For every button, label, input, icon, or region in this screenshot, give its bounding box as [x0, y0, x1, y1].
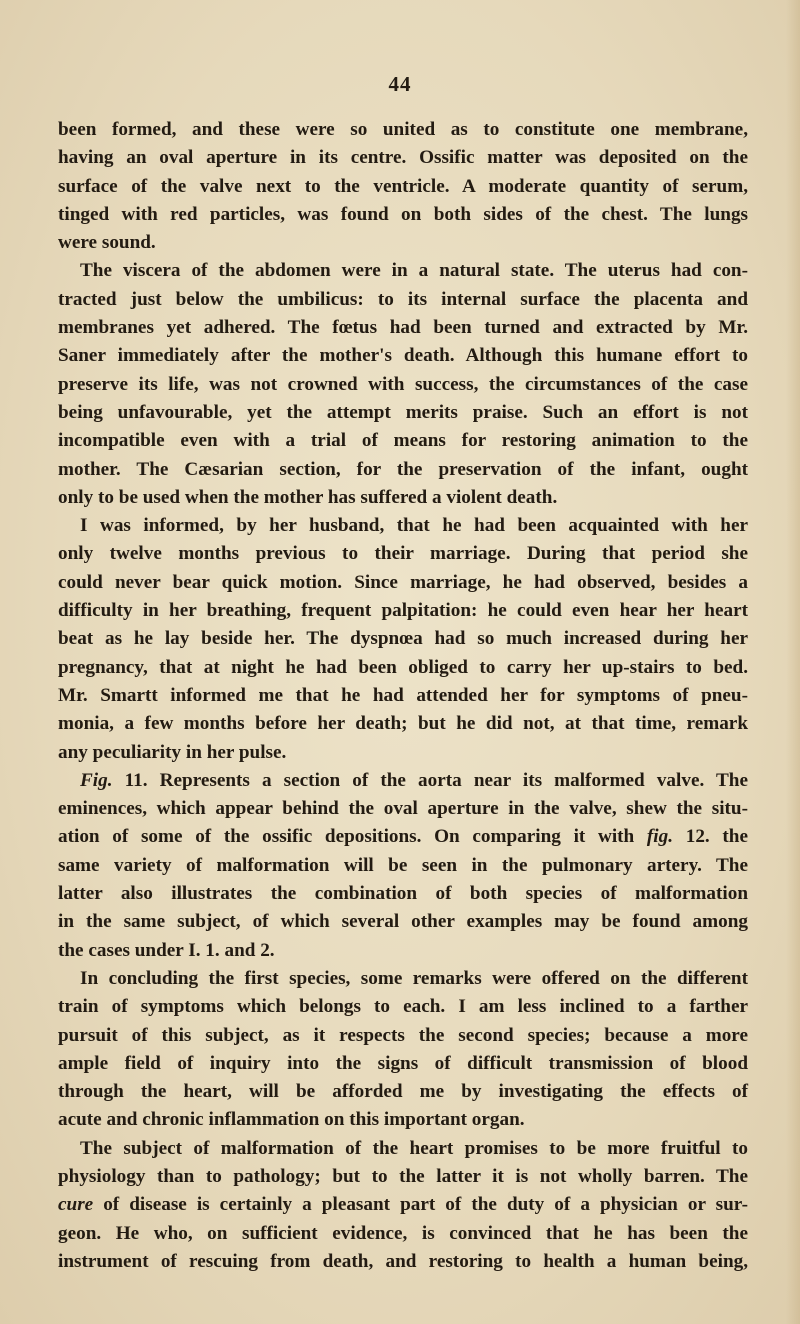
text-line: tinged with red particles, was found on both sides of the chest. The lungs	[58, 203, 748, 225]
text-line: cure of disease is certainly a pleasant part of the duty of a physician or sur-	[58, 1194, 748, 1216]
text-line: through the heart, will be afforded me by investigating the effects of	[58, 1081, 748, 1103]
text-line: Saner immediately after the mother's death. Although this humane effort to	[58, 345, 748, 367]
text-line: acute and chronic inflammation on this important organ.	[58, 1109, 525, 1131]
text-line: ation of some of the ossific depositions. On comparing it with fig. 12. the	[58, 826, 748, 848]
text-line: incompatible even with a trial of means for restoring animation to the	[58, 430, 748, 452]
text-line: Mr. Smartt informed me that he had attended her for symptoms of pneu-	[58, 684, 748, 706]
text-line: In concluding the first species, some remarks were offered on the different	[80, 967, 748, 989]
text-line: only to be used when the mother has suffered a violent death.	[58, 486, 558, 508]
text-line: mother. The Cæsarian section, for the preservation of the infant, ought	[58, 458, 748, 480]
text-line: The subject of malformation of the heart promises to be more fruitful to	[80, 1137, 748, 1159]
text-line: the cases under I. 1. and 2.	[58, 939, 275, 961]
page-number: 44	[388, 72, 412, 96]
text-line: geon. He who, on sufficient evidence, is convinced that he has been the	[58, 1222, 748, 1244]
text-line: preserve its life, was not crowned with success, the circumstances of the case	[58, 373, 748, 395]
text-line: difficulty in her breathing, frequent palpitation: he could even hear her heart	[58, 600, 748, 622]
text-line: could never bear quick motion. Since marriage, he had observed, besides a	[58, 571, 748, 593]
text-line: Fig. 11. Represents a section of the aorta near its malformed valve. The	[80, 769, 748, 791]
page-edge-shadow	[786, 0, 800, 1324]
text-line: instrument of rescuing from death, and restoring to health a human being,	[58, 1250, 748, 1272]
text-line: latter also illustrates the combination of both species of malformation	[58, 883, 748, 905]
text-line: monia, a few months before her death; but he did not, at that time, remark	[58, 713, 748, 735]
text-line: physiology than to pathology; but to the latter it is not wholly barren. The	[58, 1165, 748, 1187]
text-line: surface of the valve next to the ventricle. A moderate quantity of serum,	[58, 175, 748, 197]
text-line: tracted just below the umbilicus: to its internal surface the placenta and	[58, 288, 748, 310]
text-line: eminences, which appear behind the oval aperture in the valve, shew the situ-	[58, 798, 748, 820]
text-line: train of symptoms which belongs to each. I am less inclined to a farther	[58, 996, 748, 1018]
text-line: I was informed, by her husband, that he had been acquainted with her	[80, 515, 748, 537]
body-text	[58, 116, 748, 1276]
text-line: membranes yet adhered. The fœtus had been turned and extracted by Mr.	[58, 317, 748, 339]
text-line: The viscera of the abdomen were in a natural state. The uterus had con-	[80, 260, 748, 282]
text-line: pregnancy, that at night he had been obliged to carry her up-stairs to bed.	[58, 656, 748, 678]
text-line: pursuit of this subject, as it respects the second species; because a more	[58, 1024, 748, 1046]
text-line: been formed, and these were so united as to constitute one membrane,	[58, 119, 748, 140]
text-line: beat as he lay beside her. The dyspnœa had so much increased during her	[58, 628, 748, 650]
text-line: ample field of inquiry into the signs of difficult transmission of blood	[58, 1052, 748, 1074]
text-line: having an oval aperture in its centre. Ossific matter was deposited on the	[58, 147, 748, 169]
text-line: were sound.	[58, 232, 156, 254]
text-line: any peculiarity in her pulse.	[58, 741, 287, 763]
text-line: in the same subject, of which several other examples may be found among	[58, 911, 748, 933]
text-line: only twelve months previous to their marriage. During that period she	[58, 543, 748, 565]
text-line: being unfavourable, yet the attempt merits praise. Such an effort is not	[58, 401, 748, 423]
text-line: same variety of malformation will be seen in the pulmonary artery. The	[58, 854, 748, 876]
